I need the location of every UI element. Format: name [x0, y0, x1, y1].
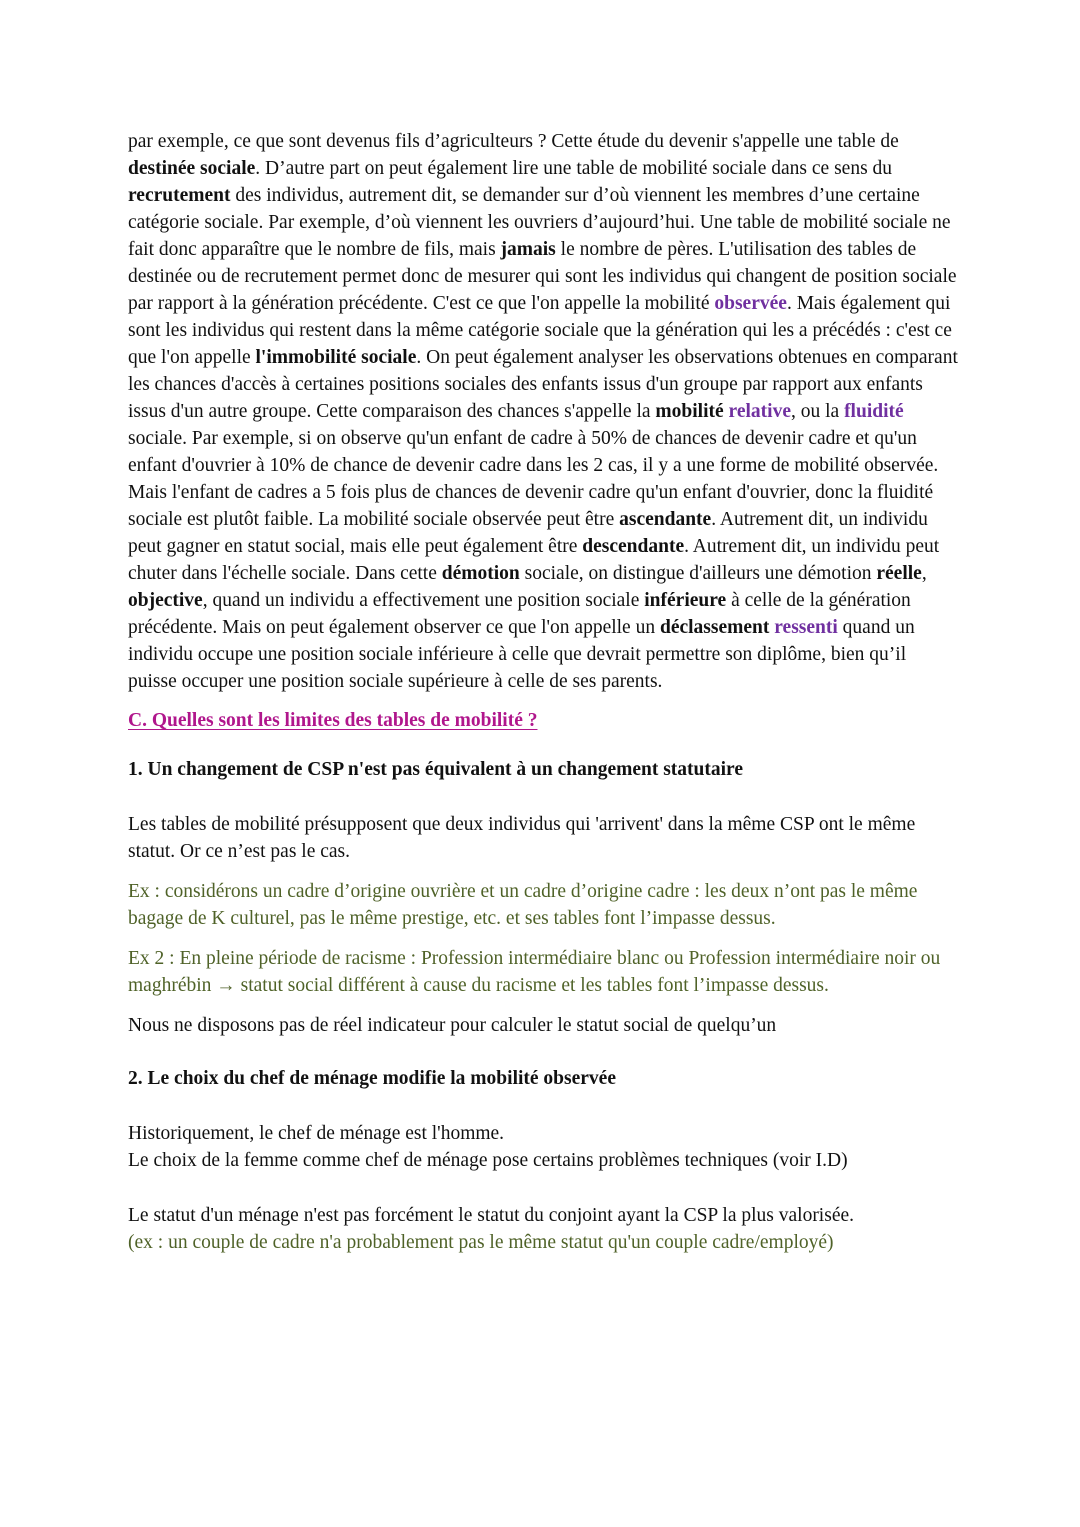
intro-paragraph: par exemple, ce que sont devenus fils d’agriculteurs ? Cette étude du devenir s'appelle une table de destinée sociale. D’autre part on peut également lire une table de mobilité sociale dans ce sens du recrutement des individus, autrement dit, se demander sur d’où viennent les membres d’une certaine catégorie sociale. Par exemple, d’où viennent les ouvriers d’aujourd’hui. Une table de mobilité sociale ne fait donc apparaître que le nombre de fils, mais jamais le nombre de pères. L'utilisation des tables de destinée ou de recrutement permet donc de mesurer qui sont les individus qui changent de position sociale par rapport à la génération précédente. C'est ce que l'on appelle la mobilité observée. Mais également qui sont les individus qui restent dans la même catégorie sociale que la génération qui les a précédés : c'est ce que l'on appelle l'immobilité sociale. On peut également analyser les observations obtenues en comparant les chances d'accès à certaines positions sociales des enfants issus d'un groupe par rapport aux enfants issus d'un autre groupe. Cette comparaison des chances s'appelle la mobilité relative, ou la fluidité sociale. Par exemple, si on observe qu'un enfant de cadre à 50% de chances de devenir cadre et qu'un enfant d'ouvrier à 10% de chance de devenir cadre dans les 2 cas, il y a une forme de mobilité observée. Mais l'enfant de cadres a 5 fois plus de chances de devenir cadre qu'un enfant d'ouvrier, donc la fluidité sociale est plutôt faible. La mobilité sociale observée peut être ascendante. Autrement dit, un individu peut gagner en statut social, mais elle peut également être descendante. Autrement dit, un individu peut chuter dans l'échelle sociale. Dans cette démotion sociale, on distingue d'ailleurs une démotion réelle, objective, quand un individu a effectivement une position sociale inférieure à celle de la génération précédente. Mais on peut également observer ce que l'on appelle un déclassement ressenti quand un individu occupe une position sociale inférieure à celle que devrait permettre son diplôme, bien qu’il puisse occuper une position sociale supérieure à celle de ses parents. — [128, 131, 958, 692]
subsection-2-heading: 2. Le choix du chef de ménage modifie la mobilité observée — [128, 1068, 616, 1089]
term-recrutement: recrutement — [128, 185, 231, 206]
subsection-2-example: (ex : un couple de cadre n'a probablement pas le même statut qu'un couple cadre/employé) — [128, 1232, 834, 1253]
subsection-2-line-2: Le choix de la femme comme chef de ménage pose certains problèmes techniques (voir I.D) — [128, 1150, 848, 1171]
term-relative: relative — [728, 401, 791, 422]
term-declassement: déclassement — [659, 617, 770, 638]
term-immobilite-sociale: l'immobilité sociale — [255, 347, 417, 368]
subsection-1-paragraph: Les tables de mobilité présupposent que deux individus qui 'arrivent' dans la même CSP ont le même statut. Or ce n’est pas le cas. — [128, 814, 916, 862]
term-inferieure: inférieure — [644, 590, 727, 611]
term-ressenti: ressenti — [774, 617, 838, 638]
subsection-1-conclusion: Nous ne disposons pas de réel indicateur pour calculer le statut social de quelqu’un — [128, 1015, 777, 1036]
term-descendante: descendante — [582, 536, 685, 557]
example-2: Ex 2 : En pleine période de racisme : Profession intermédiaire blanc ou Profession intermédiaire noir ou maghrébin → statut social différent à cause du racisme et les tables font l’impasse dessus. — [128, 948, 941, 996]
term-jamais: jamais — [500, 239, 556, 260]
term-observee: observée — [714, 293, 787, 314]
term-objective: objective — [128, 590, 203, 611]
term-mobilite: mobilité — [655, 401, 724, 422]
subsection-1-heading: 1. Un changement de CSP n'est pas équivalent à un changement statutaire — [128, 759, 744, 780]
term-reelle: réelle — [876, 563, 922, 584]
document-page — [128, 128, 958, 1256]
term-destinee-sociale: destinée sociale — [128, 158, 256, 179]
subsection-2-line-1: Historiquement, le chef de ménage est l'homme. — [128, 1123, 505, 1144]
section-c-heading: C. Quelles sont les limites des tables de mobilité ? — [128, 710, 538, 731]
arrow-right-icon: → — [216, 975, 236, 996]
example-1: Ex : considérons un cadre d’origine ouvrière et un cadre d’origine cadre : les deux n’ont pas le même bagage de K culturel, pas le même prestige, etc. et ses tables font l’impasse dessus. — [128, 881, 918, 929]
subsection-2-line-3: Le statut d'un ménage n'est pas forcément le statut du conjoint ayant la CSP la plus valorisée. — [128, 1205, 855, 1226]
term-ascendante: ascendante — [619, 509, 712, 530]
term-fluidite: fluidité — [844, 401, 904, 422]
term-demotion: démotion — [441, 563, 520, 584]
